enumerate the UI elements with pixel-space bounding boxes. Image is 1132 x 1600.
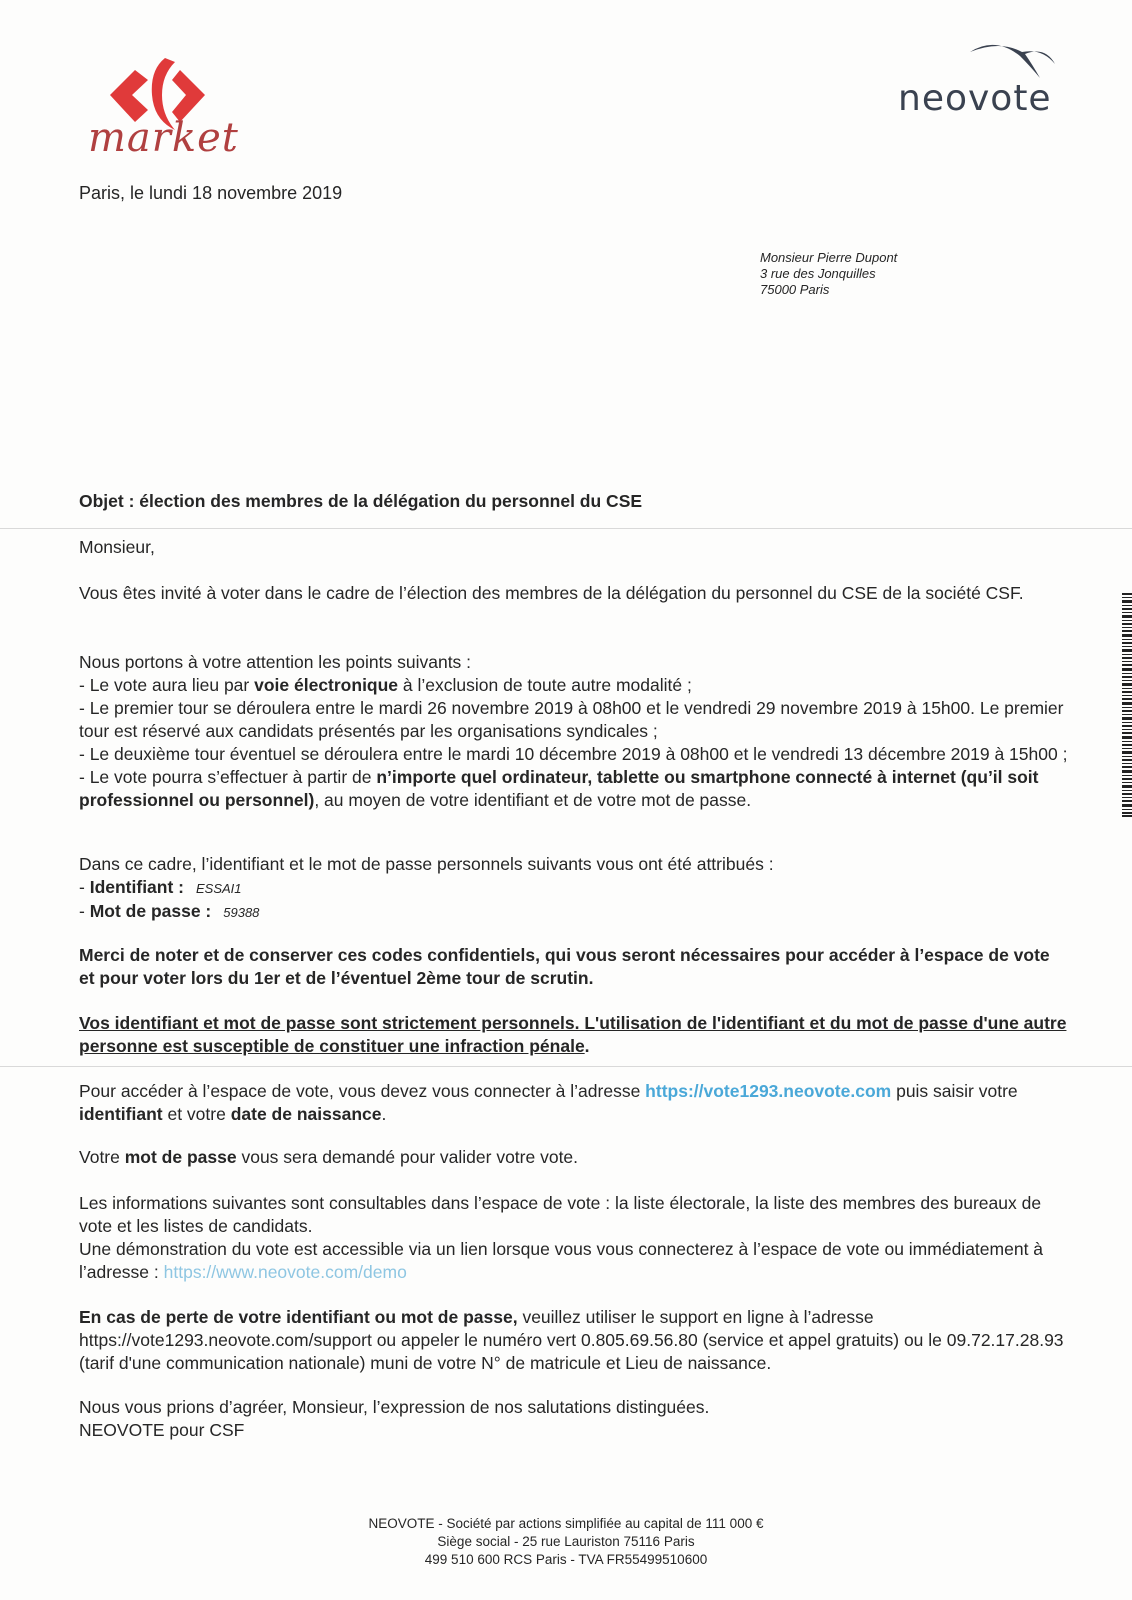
intro-paragraph: Vous êtes invité à voter dans le cadre de l’élection des membres de la délégation du personnel du CSE de la société CSF. xyxy=(79,583,1024,603)
recipient-city: 75000 Paris xyxy=(760,282,830,297)
keep-notice: Merci de noter et de conserver ces codes confidentiels, qui vous seront nécessaires pour accéder à l’espace de vote et pour voter lors du 1er et de l’éventuel 2ème tour de scrutin. xyxy=(79,945,1050,988)
demo-line: Une démonstration du vote est accessible via un lien lorsque vous vous connecterez à l’espace de vote ou immédiatement à l’adresse : https://www.neovote.com/demo xyxy=(79,1239,1044,1282)
login-line: - Identifiant : ESSAI1 xyxy=(79,877,242,897)
vote-site-link[interactable]: https://vote1293.neovote.com xyxy=(645,1081,892,1101)
info-section xyxy=(79,1192,1069,1284)
salutation: Monsieur, xyxy=(79,537,155,557)
recipient-street: 3 rue des Jonquilles xyxy=(760,266,876,281)
password-value: 59388 xyxy=(223,905,260,920)
password-usage: Votre mot de passe vous sera demandé pour valider votre vote. xyxy=(79,1147,579,1167)
password-line: - Mot de passe : 59388 xyxy=(79,901,260,921)
point-first-round: - Le premier tour se déroulera entre le mardi 26 novembre 2019 à 08h00 et le vendredi 29 novembre 2019 à 15h00. Le premier tour est réservé aux candidats présentés par les organisations syndicales ; xyxy=(79,698,1064,741)
fold-line-2 xyxy=(0,1066,1132,1067)
access-paragraph: Pour accéder à l’espace de vote, vous devez vous connecter à l’adresse https://vote1293.neovote.com puis saisir votre identifiant et votre date de naissance. xyxy=(79,1081,1018,1124)
recipient-name: Monsieur Pierre Dupont xyxy=(760,250,898,265)
footer-line-2: Siège social - 25 rue Lauriston 75116 Paris xyxy=(437,1534,695,1549)
credentials-intro: Dans ce cadre, l’identifiant et le mot de passe personnels suivants vous ont été attribués : xyxy=(79,854,774,874)
neovote-bird-icon xyxy=(970,45,1055,78)
login-label: Identifiant : xyxy=(89,877,184,897)
support-paragraph: En cas de perte de votre identifiant ou mot de passe, veuillez utiliser le support en ligne à l’adresse https://vote1293.neovote.com/support ou appeler le numéro vert 0.805.69.56.80 (service et appel gratuits) ou le 09.72.17.28.93 (tarif d'une communication nationale) muni de votre N° de matricule et Lieu de naissance. xyxy=(79,1307,1064,1373)
neovote-logo-text: neovote xyxy=(898,78,1052,119)
point-devices: - Le vote pourra s’effectuer à partir de n’importe quel ordinateur, tablette ou smartphone connecté à internet (qu’il soit professionnel ou personnel), au moyen de votre identifiant et de votre mot de passe. xyxy=(79,767,1039,810)
letter-date: Paris, le lundi 18 novembre 2019 xyxy=(79,183,343,203)
login-value: ESSAI1 xyxy=(196,881,242,896)
demo-link[interactable]: https://www.neovote.com/demo xyxy=(163,1262,407,1282)
closing-line: Nous vous prions d’agréer, Monsieur, l’expression de nos salutations distinguées. xyxy=(79,1397,710,1417)
point-electronic-vote: - Le vote aura lieu par voie électronique à l’exclusion de toute autre modalité ; xyxy=(79,675,692,695)
credentials-section xyxy=(79,853,1069,924)
warning-notice: Vos identifiant et mot de passe sont strictement personnels. L'utilisation de l'identifiant et du mot de passe d'une autre personne est susceptible de constituer une infraction pénale. xyxy=(79,1013,1067,1056)
market-logo-text: market xyxy=(88,115,239,161)
footer-line-1: NEOVOTE - Société par actions simplifiée au capital de 111 000 € xyxy=(368,1516,764,1531)
letter-subject: Objet : élection des membres de la délégation du personnel du CSE xyxy=(79,491,643,511)
company-footer xyxy=(0,1515,1132,1569)
info-line: Les informations suivantes sont consultables dans l’espace de vote : la liste électorale, la liste des membres des bureaux de vote et les listes de candidats. xyxy=(79,1193,1042,1236)
recipient-address xyxy=(760,250,897,298)
fold-line xyxy=(0,528,1132,529)
point-second-round: - Le deuxième tour éventuel se déroulera entre le mardi 10 décembre 2019 à 08h00 et le vendredi 13 décembre 2019 à 15h00 ; xyxy=(79,744,1068,764)
barcode xyxy=(1122,593,1132,817)
signature: NEOVOTE pour CSF xyxy=(79,1420,245,1440)
points-heading: Nous portons à votre attention les points suivants : xyxy=(79,652,472,672)
points-section xyxy=(79,651,1069,812)
password-label: Mot de passe : xyxy=(89,901,212,921)
closing-section xyxy=(79,1396,1069,1442)
footer-line-3: 499 510 600 RCS Paris - TVA FR55499510600 xyxy=(424,1552,708,1567)
